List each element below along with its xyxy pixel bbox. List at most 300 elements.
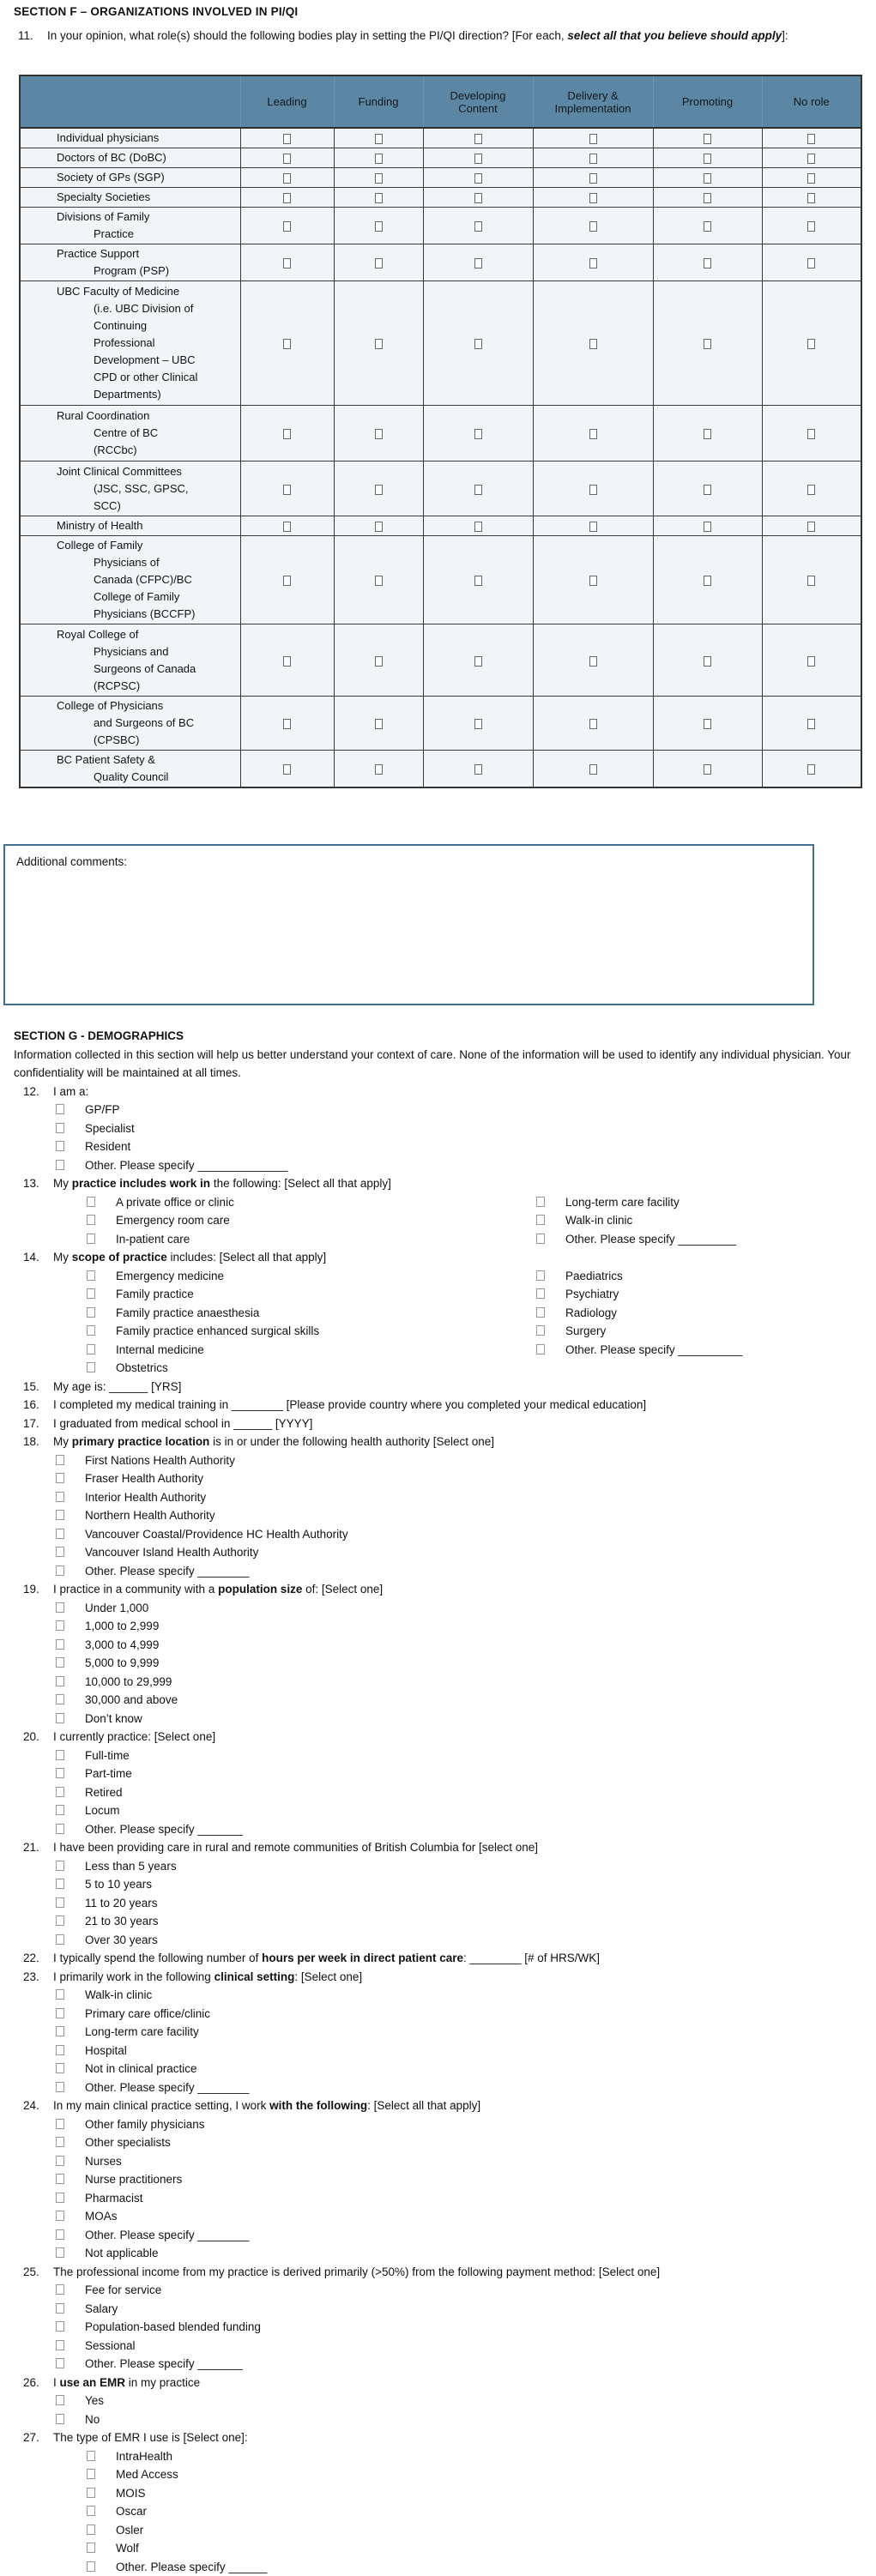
option-label: Radiology: [565, 1306, 617, 1319]
role-checkbox[interactable]: [375, 576, 383, 586]
option-checkbox[interactable]: [87, 2451, 95, 2461]
role-cell: [423, 516, 533, 536]
option-row: [0, 2410, 876, 2429]
question-text: [53, 1730, 215, 1743]
option-checkbox[interactable]: [56, 1824, 64, 1834]
option-checkbox[interactable]: [56, 1492, 64, 1502]
option-checkbox[interactable]: [56, 1473, 64, 1483]
option-checkbox[interactable]: [87, 1197, 95, 1207]
role-checkbox[interactable]: [283, 656, 291, 667]
role-checkbox[interactable]: [375, 193, 383, 203]
option-checkbox[interactable]: [56, 2229, 64, 2240]
role-checkbox[interactable]: [589, 719, 597, 729]
role-cell: [334, 536, 423, 624]
role-checkbox[interactable]: [589, 193, 597, 203]
role-cell: [240, 244, 334, 281]
option: [0, 2484, 146, 2503]
option-checkbox[interactable]: [87, 1344, 95, 1354]
option-checkbox[interactable]: [56, 2211, 64, 2221]
text-segment: My: [53, 1177, 72, 1190]
option-row: [0, 1488, 876, 1507]
role-checkbox[interactable]: [283, 764, 291, 775]
option-label: Other. Please specify ________: [85, 2229, 249, 2241]
text-segment: I completed my medical training in ________ [Please provide country where you completed your medical education]: [53, 1398, 646, 1411]
org-label: Joint Clinical Committees (JSC, SSC, GPSC, SCC): [20, 462, 240, 516]
question-text: [53, 2431, 248, 2444]
role-checkbox[interactable]: [474, 764, 482, 775]
option-checkbox[interactable]: [56, 1805, 64, 1815]
option-checkbox[interactable]: [56, 1639, 64, 1650]
role-checkbox[interactable]: [704, 193, 711, 203]
option-label: Salary: [85, 2302, 118, 2315]
question-17: [0, 1415, 876, 1433]
option-checkbox[interactable]: [56, 1768, 64, 1778]
option-checkbox[interactable]: [87, 2469, 95, 2479]
option-checkbox[interactable]: [56, 1879, 64, 1889]
role-checkbox[interactable]: [589, 429, 597, 439]
role-cell: [533, 462, 653, 516]
option-checkbox[interactable]: [87, 1288, 95, 1299]
role-checkbox[interactable]: [704, 173, 711, 184]
option-checkbox[interactable]: [536, 1307, 545, 1318]
option-checkbox[interactable]: [56, 1547, 64, 1557]
option: [0, 1765, 132, 1783]
role-checkbox[interactable]: [375, 429, 383, 439]
role-checkbox[interactable]: [807, 485, 815, 495]
option-checkbox[interactable]: [56, 2193, 64, 2203]
role-checkbox[interactable]: [474, 719, 482, 729]
role-cell: [423, 128, 533, 148]
option-checkbox[interactable]: [87, 1270, 95, 1281]
option-checkbox[interactable]: [56, 1915, 64, 1926]
role-cell: [240, 128, 334, 148]
role-cell: [653, 168, 762, 188]
text-segment: In your opinion, what role(s) should the following bodies play in setting the PI/QI direction? [For each,: [47, 29, 567, 42]
role-checkbox[interactable]: [375, 485, 383, 495]
option: [0, 1322, 319, 1341]
option-checkbox[interactable]: [56, 1160, 64, 1170]
option-checkbox[interactable]: [56, 1787, 64, 1797]
role-checkbox[interactable]: [375, 522, 383, 532]
option-row: [0, 1875, 876, 1894]
role-checkbox[interactable]: [474, 522, 482, 532]
corner-header-cell: [20, 75, 240, 128]
option-checkbox[interactable]: [56, 1897, 64, 1908]
role-checkbox[interactable]: [807, 429, 815, 439]
option-label: Don’t know: [85, 1712, 142, 1725]
role-checkbox[interactable]: [807, 656, 815, 667]
role-checkbox[interactable]: [807, 221, 815, 232]
role-checkbox[interactable]: [807, 764, 815, 775]
option-checkbox[interactable]: [87, 2525, 95, 2535]
option-label: Part-time: [85, 1767, 132, 1780]
role-checkbox[interactable]: [704, 154, 711, 164]
option-row: [0, 1359, 876, 1378]
role-cell: [240, 281, 334, 406]
role-checkbox[interactable]: [375, 134, 383, 144]
role-checkbox[interactable]: [474, 576, 482, 586]
role-checkbox[interactable]: [283, 339, 291, 349]
role-checkbox[interactable]: [589, 764, 597, 775]
option-checkbox[interactable]: [87, 1234, 95, 1244]
text-segment: population size: [218, 1583, 302, 1596]
option: [0, 1304, 259, 1323]
role-checkbox[interactable]: [375, 719, 383, 729]
text-segment: is in or under the following health authority [Select one]: [209, 1435, 494, 1448]
role-cell: [533, 244, 653, 281]
option-row: [0, 2189, 876, 2208]
option-checkbox[interactable]: [56, 1657, 64, 1668]
role-checkbox[interactable]: [589, 522, 597, 532]
option-row: [0, 1469, 876, 1488]
text-segment: I am a:: [53, 1085, 88, 1098]
role-checkbox[interactable]: [704, 522, 711, 532]
role-cell: [533, 168, 653, 188]
option-checkbox[interactable]: [56, 1713, 64, 1723]
option-checkbox[interactable]: [56, 2414, 64, 2424]
role-checkbox[interactable]: [589, 485, 597, 495]
role-checkbox[interactable]: [807, 719, 815, 729]
option-label: Other. Please specify _________: [565, 1233, 736, 1246]
role-checkbox[interactable]: [704, 221, 711, 232]
section-g: [0, 1027, 876, 2576]
option: [0, 1710, 142, 1728]
text-segment: I: [53, 2376, 60, 2389]
option-row: [0, 1341, 876, 1360]
option-checkbox[interactable]: [56, 2137, 64, 2147]
option-label: Not in clinical practice: [85, 2062, 197, 2075]
role-cell: [334, 281, 423, 406]
option-checkbox[interactable]: [536, 1234, 545, 1244]
question-text: [53, 2376, 200, 2389]
question-text: [53, 1398, 646, 1411]
option-checkbox[interactable]: [536, 1270, 545, 1281]
option: [0, 2521, 143, 2540]
role-cell: [334, 188, 423, 208]
option: [0, 1267, 224, 1286]
option-label: Other specialists: [85, 2136, 171, 2149]
option-label: Other. Please specify __________: [565, 1343, 742, 1356]
option: [536, 1267, 623, 1286]
role-checkbox[interactable]: [375, 173, 383, 184]
option-row: [0, 2447, 876, 2466]
role-checkbox[interactable]: [807, 193, 815, 203]
text-segment: I primarily work in the following: [53, 1970, 214, 1983]
option-label: Under 1,000: [85, 1602, 148, 1614]
option-checkbox[interactable]: [56, 1602, 64, 1613]
role-checkbox[interactable]: [283, 522, 291, 532]
option-row: [0, 2539, 876, 2558]
role-cell: [240, 168, 334, 188]
role-cell: [762, 188, 861, 208]
option-checkbox[interactable]: [56, 2119, 64, 2129]
role-checkbox[interactable]: [704, 429, 711, 439]
option-checkbox[interactable]: [56, 1861, 64, 1871]
option: [536, 1230, 736, 1249]
role-checkbox[interactable]: [807, 134, 815, 144]
option: [0, 2170, 182, 2189]
option-checkbox[interactable]: [536, 1288, 545, 1299]
role-checkbox[interactable]: [589, 656, 597, 667]
role-checkbox[interactable]: [704, 258, 711, 268]
option-checkbox[interactable]: [56, 2082, 64, 2092]
option: [0, 1894, 158, 1913]
role-checkbox[interactable]: [589, 221, 597, 232]
role-checkbox[interactable]: [807, 522, 815, 532]
role-checkbox[interactable]: [283, 154, 291, 164]
option-checkbox[interactable]: [56, 1566, 64, 1576]
option: [0, 1341, 204, 1360]
option-checkbox[interactable]: [56, 1104, 64, 1114]
option-checkbox[interactable]: [56, 2395, 64, 2405]
option-label: Vancouver Island Health Authority: [85, 1546, 258, 1559]
option-checkbox[interactable]: [56, 1620, 64, 1631]
role-cell: [762, 281, 861, 406]
role-checkbox[interactable]: [704, 764, 711, 775]
role-checkbox[interactable]: [589, 154, 597, 164]
role-cell: [762, 624, 861, 697]
role-checkbox[interactable]: [474, 429, 482, 439]
role-cell: [334, 697, 423, 751]
option-checkbox[interactable]: [56, 2321, 64, 2332]
option-checkbox[interactable]: [56, 2174, 64, 2184]
option-row: [0, 1820, 876, 1839]
text-segment: I practice in a community with a: [53, 1583, 218, 1596]
option-checkbox[interactable]: [536, 1197, 545, 1207]
role-checkbox[interactable]: [704, 656, 711, 667]
option-checkbox[interactable]: [56, 1123, 64, 1133]
option-row: [0, 2281, 876, 2300]
option-checkbox[interactable]: [56, 1141, 64, 1151]
option-label: Retired: [85, 1786, 123, 1799]
option-checkbox[interactable]: [536, 1325, 545, 1336]
role-checkbox[interactable]: [589, 576, 597, 586]
option-checkbox[interactable]: [56, 1750, 64, 1760]
role-checkbox[interactable]: [283, 485, 291, 495]
option-checkbox[interactable]: [56, 1455, 64, 1465]
role-checkbox[interactable]: [474, 485, 482, 495]
role-cell: [423, 148, 533, 168]
option-checkbox[interactable]: [56, 2156, 64, 2166]
table-row: [20, 208, 861, 244]
org-label: College of Family Physicians of Canada (CFPC)/BC College of Family Physicians (BCCFP): [20, 536, 240, 624]
role-checkbox[interactable]: [375, 221, 383, 232]
option-checkbox[interactable]: [56, 2247, 64, 2258]
option-row: [0, 1783, 876, 1802]
role-checkbox[interactable]: [704, 339, 711, 349]
text-segment: the following: [Select all that apply]: [210, 1177, 391, 1190]
option-checkbox[interactable]: [56, 2340, 64, 2350]
option-checkbox[interactable]: [87, 1307, 95, 1318]
role-checkbox[interactable]: [589, 339, 597, 349]
role-checkbox[interactable]: [375, 258, 383, 268]
option-row: [0, 1746, 876, 1765]
role-cell: [240, 148, 334, 168]
role-checkbox[interactable]: [283, 134, 291, 144]
option: [0, 1451, 235, 1470]
table-row: [20, 128, 861, 148]
role-checkbox[interactable]: [474, 221, 482, 232]
option-label: Walk-in clinic: [565, 1214, 632, 1227]
role-checkbox[interactable]: [589, 134, 597, 144]
org-label: Ministry of Health: [20, 516, 240, 536]
text-segment: My: [53, 1435, 72, 1448]
table-row: [20, 148, 861, 168]
option: [0, 2226, 249, 2245]
role-checkbox[interactable]: [807, 173, 815, 184]
text-segment: : ________ [# of HRS/WK]: [463, 1952, 600, 1964]
text-segment: My age is: ______ [YRS]: [53, 1380, 181, 1393]
role-checkbox[interactable]: [704, 485, 711, 495]
role-checkbox[interactable]: [704, 134, 711, 144]
role-checkbox[interactable]: [283, 429, 291, 439]
role-cell: [762, 697, 861, 751]
option-checkbox[interactable]: [56, 2358, 64, 2368]
option-label: Internal medicine: [116, 1343, 204, 1356]
role-cell: [653, 462, 762, 516]
table-row: [20, 406, 861, 462]
option-label: A private office or clinic: [116, 1196, 234, 1209]
option-checkbox[interactable]: [56, 1510, 64, 1520]
role-checkbox[interactable]: [807, 576, 815, 586]
option-row: [0, 1710, 876, 1728]
option-label: 11 to 20 years: [85, 1897, 158, 1909]
option: [0, 2189, 143, 2208]
section-f-title: SECTION F – ORGANIZATIONS INVOLVED IN PI/QI: [14, 5, 298, 18]
option-checkbox[interactable]: [87, 1215, 95, 1225]
option-row: [0, 1230, 876, 1249]
question-number: 16.: [23, 1396, 39, 1415]
role-cell: [423, 281, 533, 406]
role-cell: [334, 516, 423, 536]
role-checkbox[interactable]: [807, 154, 815, 164]
role-checkbox[interactable]: [283, 719, 291, 729]
option-row: [0, 2355, 876, 2374]
option: [536, 1322, 606, 1341]
option-row: [0, 1617, 876, 1636]
role-checkbox[interactable]: [283, 193, 291, 203]
option-checkbox[interactable]: [87, 2506, 95, 2516]
table-row: [20, 244, 861, 281]
option-row: [0, 2170, 876, 2189]
column-header: Delivery & Implementation: [533, 75, 653, 128]
role-cell: [653, 148, 762, 168]
option-checkbox[interactable]: [56, 2026, 64, 2036]
question-number: 21.: [23, 1838, 39, 1857]
option-row: [0, 1525, 876, 1544]
option-checkbox[interactable]: [56, 1529, 64, 1539]
option-label: Long-term care facility: [565, 1196, 680, 1209]
option-row: [0, 1654, 876, 1673]
question-number: 14.: [23, 1248, 39, 1267]
option-checkbox[interactable]: [56, 1676, 64, 1686]
role-checkbox[interactable]: [283, 173, 291, 184]
role-checkbox[interactable]: [474, 656, 482, 667]
role-cell: [762, 462, 861, 516]
additional-comments-box[interactable]: [3, 844, 814, 1005]
role-checkbox[interactable]: [589, 258, 597, 268]
option-checkbox[interactable]: [87, 2561, 95, 2572]
role-checkbox[interactable]: [283, 258, 291, 268]
option-checkbox[interactable]: [536, 1344, 545, 1354]
option-checkbox[interactable]: [56, 1989, 64, 2000]
role-checkbox[interactable]: [474, 173, 482, 184]
option-checkbox[interactable]: [56, 2045, 64, 2055]
role-checkbox[interactable]: [474, 339, 482, 349]
option-checkbox[interactable]: [87, 2543, 95, 2553]
option: [0, 2133, 171, 2152]
option-label: Nurses: [85, 2155, 122, 2168]
role-checkbox[interactable]: [807, 339, 815, 349]
role-checkbox[interactable]: [375, 339, 383, 349]
role-checkbox[interactable]: [375, 154, 383, 164]
option-checkbox[interactable]: [56, 1694, 64, 1704]
option-checkbox[interactable]: [56, 2303, 64, 2314]
org-label: Society of GPs (SGP): [20, 168, 240, 188]
role-cell: [653, 208, 762, 244]
option-checkbox[interactable]: [536, 1215, 545, 1225]
role-cell: [423, 462, 533, 516]
option-row: [0, 2484, 876, 2503]
role-checkbox[interactable]: [375, 764, 383, 775]
option-label: No: [85, 2413, 100, 2426]
org-label: Doctors of BC (DoBC): [20, 148, 240, 168]
role-checkbox[interactable]: [704, 719, 711, 729]
option-checkbox[interactable]: [87, 1362, 95, 1372]
option-row: [0, 1599, 876, 1618]
role-checkbox[interactable]: [283, 576, 291, 586]
question-number: 22.: [23, 1949, 39, 1968]
option-row: [0, 2042, 876, 2060]
role-checkbox[interactable]: [807, 258, 815, 268]
option-checkbox[interactable]: [87, 1325, 95, 1336]
option-label: Pharmacist: [85, 2192, 143, 2205]
option-label: 21 to 30 years: [85, 1915, 159, 1927]
option-row: [0, 2300, 876, 2319]
role-checkbox[interactable]: [589, 173, 597, 184]
role-checkbox[interactable]: [704, 576, 711, 586]
role-checkbox[interactable]: [375, 656, 383, 667]
role-cell: [762, 751, 861, 788]
option-checkbox[interactable]: [56, 2008, 64, 2018]
option: [0, 1875, 152, 1894]
option-row: [0, 1543, 876, 1562]
role-cell: [334, 208, 423, 244]
option-label: Over 30 years: [85, 1934, 158, 1946]
option-label: Psychiatry: [565, 1288, 619, 1300]
option-checkbox[interactable]: [56, 2063, 64, 2073]
role-checkbox[interactable]: [283, 221, 291, 232]
role-checkbox[interactable]: [474, 154, 482, 164]
role-checkbox[interactable]: [474, 134, 482, 144]
role-checkbox[interactable]: [474, 193, 482, 203]
role-checkbox[interactable]: [474, 258, 482, 268]
option-label: Interior Health Authority: [85, 1491, 206, 1504]
option-checkbox[interactable]: [56, 2284, 64, 2295]
org-label: UBC Faculty of Medicine (i.e. UBC Division of Continuing Professional Development – UBC CPD or other Clinical Departments): [20, 281, 240, 406]
option-checkbox[interactable]: [87, 2488, 95, 2498]
role-cell: [334, 406, 423, 462]
option-row: [0, 1322, 876, 1341]
option: [0, 1285, 194, 1304]
option-checkbox[interactable]: [56, 1934, 64, 1945]
option: [0, 1156, 287, 1175]
option: [0, 2005, 210, 2024]
role-cell: [762, 208, 861, 244]
option-row: [0, 1304, 876, 1323]
question-text: [53, 1251, 326, 1264]
table-row: [20, 697, 861, 751]
